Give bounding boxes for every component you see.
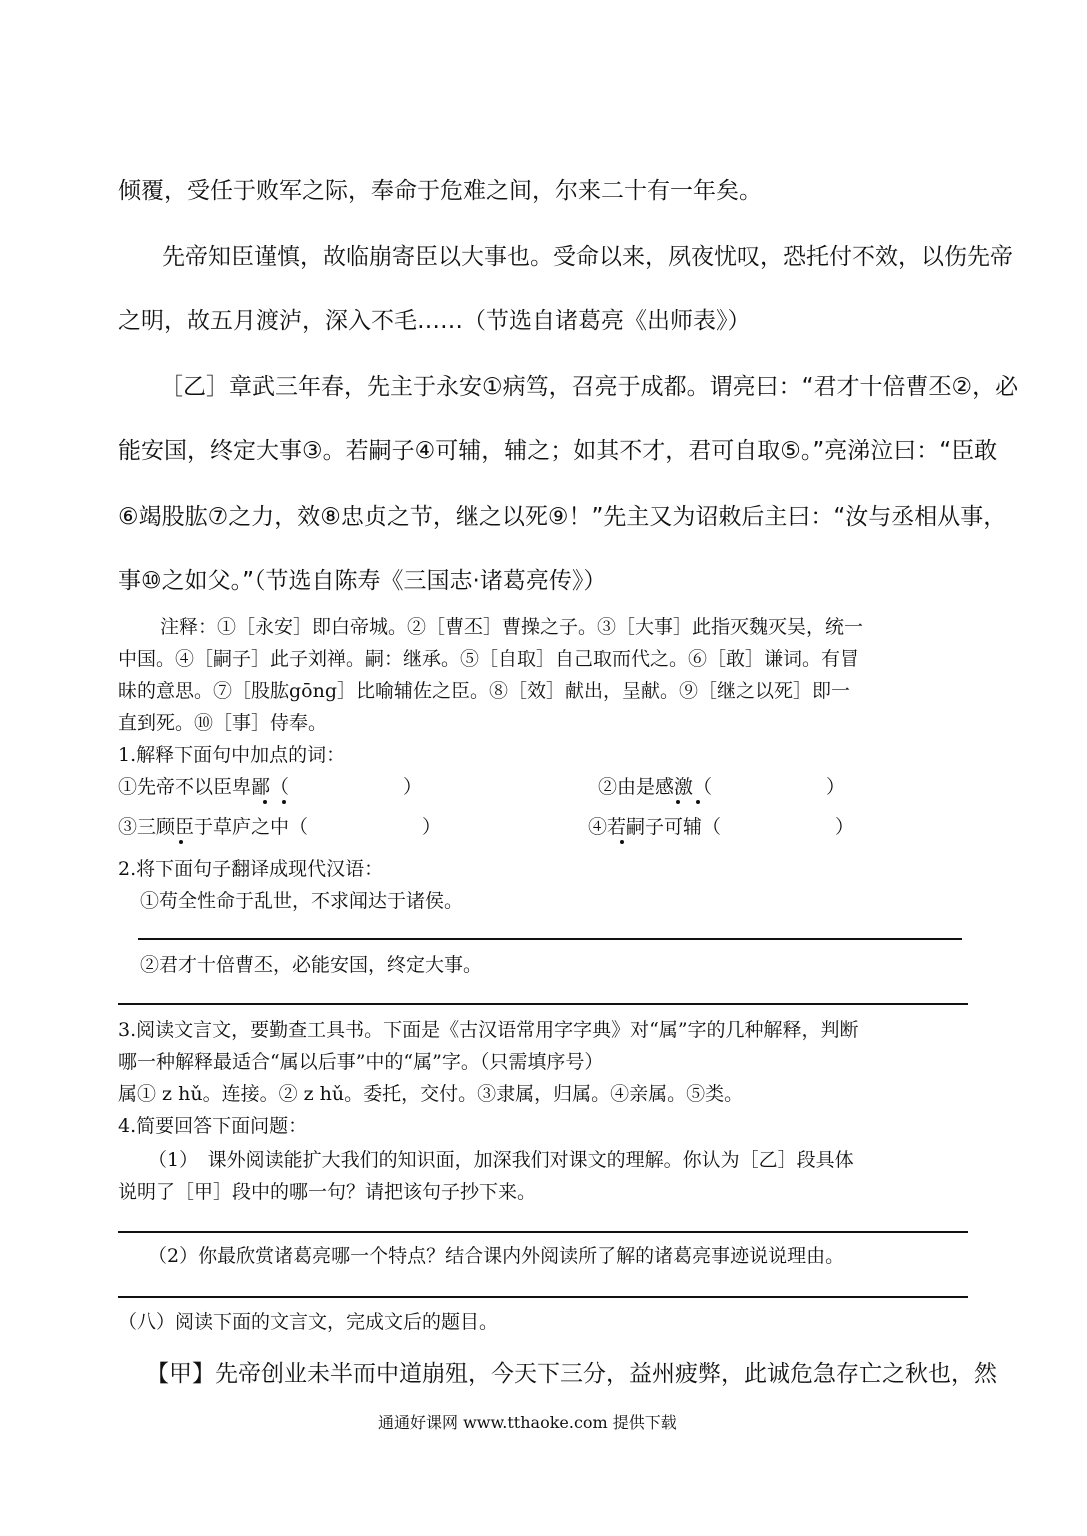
- question-4-2: （2）你最欣赏诸葛亮哪一个特点？结合课内外阅读所了解的诸葛亮事迹说说理由。: [148, 1245, 845, 1267]
- note-line-1: 注释：①［永安］即白帝城。②［曹丕］曹操之子。③［大事］此指灭魏灭吴，统一: [160, 616, 864, 638]
- passage-line-3: 之明，故五月渡泸，深入不毛……（节选自诸葛亮《出师表》）: [118, 308, 751, 334]
- section-8-title: （八）阅读下面的文言文，完成文后的题目。: [118, 1311, 499, 1333]
- answer-line: [118, 1003, 968, 1005]
- answer-line: [118, 1296, 968, 1298]
- note-line-4: 直到死。⑩［事］侍奉。: [118, 712, 328, 734]
- page-footer: 通通好课网 www.tthaoke.com 提供下载: [378, 1413, 677, 1432]
- question-2-title: 2.将下面句子翻译成现代汉语：: [118, 858, 384, 880]
- question-4-title: 4.简要回答下面问题：: [118, 1115, 308, 1137]
- question-3-line-1: 3.阅读文言文，要勤查工具书。下面是《古汉语常用字字典》对“属”字的几种解释，判断: [118, 1019, 859, 1041]
- emphasis-dot: [263, 800, 267, 804]
- answer-line: [138, 938, 962, 940]
- question-3-line-3: 属① z hǔ。连接。② z hǔ。委托，交付。③隶属，归属。④亲属。⑤类。: [118, 1083, 744, 1105]
- passage-line-1: 倾覆，受任于败军之际，奉命于危难之间，尔来二十有一年矣。: [118, 178, 762, 204]
- emphasis-dot: [676, 800, 680, 804]
- question-1-item-b: ②由是感激（ ）: [598, 776, 846, 798]
- question-2-item-a: ①苟全性命于乱世，不求闻达于诸侯。: [140, 890, 464, 912]
- question-1-item-d: ④若嗣子可辅（ ）: [588, 816, 855, 838]
- question-1-item-a: ①先帝不以臣卑鄙（ ）: [118, 776, 423, 798]
- section-8-jia: 【甲】先帝创业未半而中道崩殂，今天下三分，益州疲弊，此诚危急存亡之秋也，然: [146, 1361, 997, 1387]
- emphasis-dot: [696, 800, 700, 804]
- question-4-1-line-2: 说明了［甲］段中的哪一句？请把该句子抄下来。: [118, 1181, 537, 1203]
- emphasis-dot: [179, 840, 183, 844]
- passage-line-6: ⑥竭股肱⑦之力，效⑧忠贞之节，继之以死⑨！”先主又为诏敕后主曰：“汝与丞相从事，: [118, 504, 1007, 530]
- emphasis-dot: [620, 840, 624, 844]
- question-1-item-c: ③三顾臣于草庐之中（ ）: [118, 816, 442, 838]
- passage-line-7: 事⑩之如父。”（节选自陈寿《三国志·诸葛亮传》）: [118, 568, 607, 594]
- passage-line-5: 能安国，终定大事③。若嗣子④可辅，辅之；如其不才，君可自取⑤。”亮涕泣曰：“臣敢: [118, 438, 998, 464]
- question-4-1-line-1: （1） 课外阅读能扩大我们的知识面，加深我们对课文的理解。你认为［乙］段具体: [148, 1149, 854, 1171]
- note-line-2: 中国。④［嗣子］此子刘禅。嗣：继承。⑤［自取］自己取而代之。⑥［敢］谦词。有冒: [118, 648, 860, 670]
- question-2-item-b: ②君才十倍曹丕，必能安国，终定大事。: [140, 954, 483, 976]
- passage-line-4: ［乙］章武三年春，先主于永安①病笃，召亮于成都。谓亮曰：“君才十倍曹丕②，必: [160, 374, 1019, 400]
- answer-line: [118, 1231, 968, 1233]
- emphasis-dot: [282, 800, 286, 804]
- question-3-line-2: 哪一种解释最适合“属以后事”中的“属”字。（只需填序号）: [118, 1051, 604, 1073]
- note-line-3: 昧的意思。⑦［股肱gōng］比喻辅佐之臣。⑧［效］献出，呈献。⑨［继之以死］即一: [118, 680, 851, 702]
- question-1-title: 1.解释下面句中加点的词：: [118, 744, 346, 766]
- passage-line-2: 先帝知臣谨慎，故临崩寄臣以大事也。受命以来，夙夜忧叹，恐托付不效，以伤先帝: [162, 244, 1013, 270]
